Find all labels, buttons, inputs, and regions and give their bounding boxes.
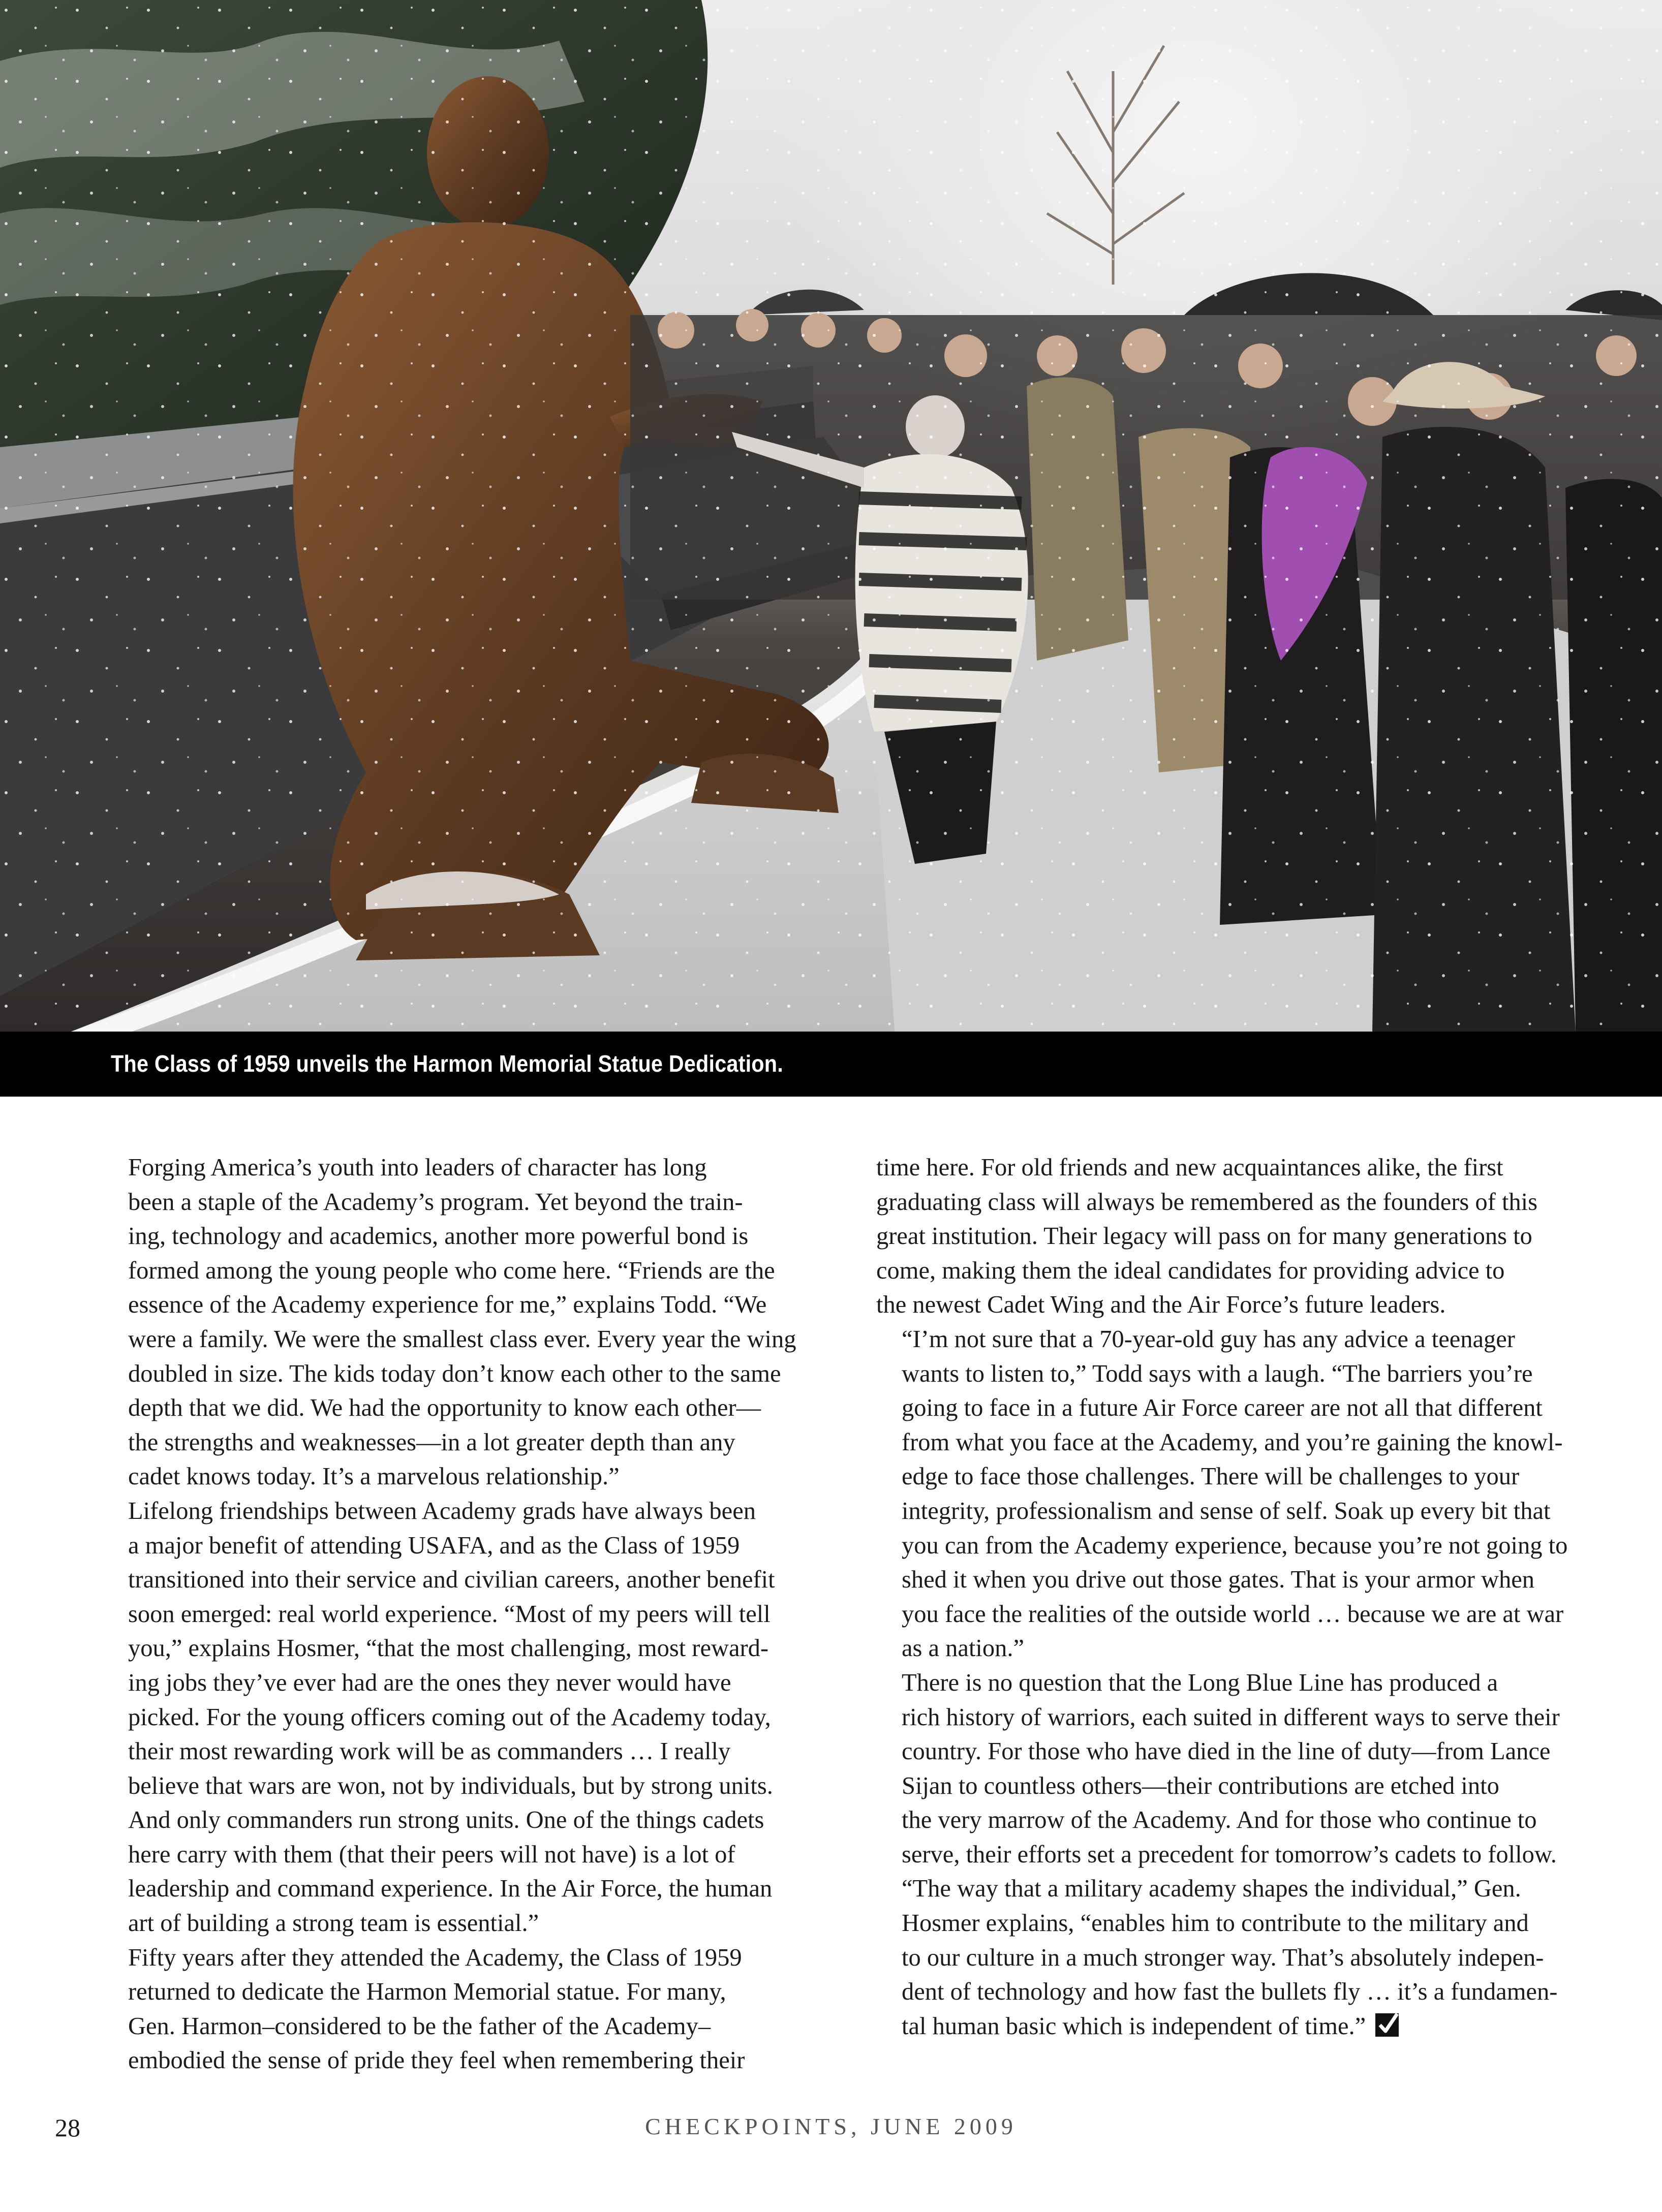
statue-dedication-photo (0, 0, 1662, 1032)
article-paragraph (103, 1150, 823, 1494)
text-line: formed among the young people who come here. “Friends are the (128, 1257, 775, 1284)
text-line: picked. For the young officers coming out of the Academy today, (128, 1703, 771, 1731)
text-line: art of building a strong team is essential.” (128, 1910, 539, 1937)
article-paragraph (876, 1150, 1597, 1322)
article-paragraph (103, 1941, 823, 2078)
text-line: Fifty years after they attended the Academy, the Class of 1959 (128, 1944, 742, 1971)
text-line: ing jobs they’ve ever had are the ones they never would have (128, 1669, 731, 1696)
text-line: you,” explains Hosmer, “that the most challenging, most reward- (128, 1635, 769, 1662)
text-line: going to face in a future Air Force career are not all that different (902, 1394, 1543, 1422)
text-line: great institution. Their legacy will pass on for many generations to (876, 1223, 1532, 1250)
text-line: wants to listen to,” Todd says with a laugh. “The barriers you’re (902, 1360, 1533, 1387)
text-line: essence of the Academy experience for me,” explains Todd. “We (128, 1291, 767, 1319)
text-line: “I’m not sure that a 70-year-old guy has any advice a teenager (902, 1325, 1515, 1353)
text-line: the newest Cadet Wing and the Air Force’s future leaders. (876, 1291, 1446, 1319)
text-line: Hosmer explains, “enables him to contribute to the military and (902, 1910, 1529, 1937)
text-line: There is no question that the Long Blue Line has produced a (902, 1669, 1498, 1696)
text-line: ing, technology and academics, another more powerful bond is (128, 1223, 749, 1250)
article-paragraph (103, 1494, 823, 1941)
text-line: tal human basic which is independent of time.” (876, 2009, 1597, 2044)
text-line: doubled in size. The kids today don’t know each other to the same (128, 1360, 781, 1387)
text-line: dent of technology and how fast the bullets fly … it’s a fundamen- (902, 1978, 1558, 2006)
text-line: country. For those who have died in the line of duty—from Lance (902, 1738, 1551, 1765)
text-line: time here. For old friends and new acquaintances alike, the first (876, 1154, 1503, 1181)
text-line: shed it when you drive out those gates. That is your armor when (902, 1566, 1535, 1594)
text-line: come, making them the ideal candidates for providing advice to (876, 1257, 1505, 1284)
text-line: cadet knows today. It’s a marvelous relationship.” (128, 1463, 620, 1490)
text-line: rich history of warriors, each suited in different ways to serve their (902, 1703, 1560, 1731)
text-line: Lifelong friendships between Academy grads have always been (128, 1497, 756, 1524)
text-line: serve, their efforts set a precedent for tomorrow’s cadets to follow. (902, 1841, 1557, 1868)
text-line: Sijan to countless others—their contributions are etched into (902, 1772, 1499, 1799)
article-paragraph (876, 1666, 1597, 1872)
text-line: were a family. We were the smallest class ever. Every year the wing (128, 1325, 796, 1353)
text-line: believe that wars are won, not by individuals, but by strong units. (128, 1772, 773, 1799)
text-line: been a staple of the Academy’s program. Yet beyond the train- (128, 1188, 743, 1216)
text-line: leadership and command experience. In the Air Force, the human (128, 1875, 773, 1903)
text-line: you face the realities of the outside world … because we are at war (902, 1600, 1564, 1628)
text-line: transitioned into their service and civilian careers, another benefit (128, 1566, 775, 1594)
text-line: as a nation.” (902, 1635, 1025, 1662)
text-line: to our culture in a much stronger way. That’s absolutely indepen- (902, 1944, 1544, 1971)
text-line: returned to dedicate the Harmon Memorial statue. For many, (128, 1978, 726, 2006)
text-line: from what you face at the Academy, and you’re gaining the knowl- (902, 1428, 1563, 1456)
photo-caption: The Class of 1959 unveils the Harmon Memorial Statue Dedication. (111, 1050, 783, 1077)
text-line: And only commanders run strong units. One of the things cadets (128, 1806, 764, 1834)
article-photo (0, 0, 1662, 1032)
text-line: the very marrow of the Academy. And for those who continue to (902, 1806, 1537, 1834)
text-line: here carry with them (that their peers will not have) is a lot of (128, 1841, 735, 1868)
article-column-left (103, 1150, 823, 2078)
text-line: graduating class will always be remembered as the founders of this (876, 1188, 1538, 1216)
text-line: the strengths and weaknesses—in a lot greater depth than any (128, 1428, 735, 1456)
article-paragraph (876, 1872, 1597, 2043)
publication-footer: CHECKPOINTS, JUNE 2009 (645, 2113, 1017, 2139)
text-line: depth that we did. We had the opportunity to know each other— (128, 1394, 761, 1422)
text-line: you can from the Academy experience, because you’re not going to (902, 1532, 1568, 1559)
article-paragraph (876, 1322, 1597, 1666)
text-line: “The way that a military academy shapes the individual,” Gen. (902, 1875, 1521, 1903)
text-line: edge to face those challenges. There will be challenges to your (902, 1463, 1520, 1490)
text-line: embodied the sense of pride they feel when remembering their (128, 2047, 745, 2074)
text-line: Forging America’s youth into leaders of character has long (128, 1154, 707, 1181)
text-line: a major benefit of attending USAFA, and as the Class of 1959 (128, 1532, 740, 1559)
text-line: soon emerged: real world experience. “Most of my peers will tell (128, 1600, 771, 1628)
text-line: integrity, professionalism and sense of self. Soak up every bit that (902, 1497, 1551, 1524)
page-number: 28 (55, 2113, 80, 2142)
text-line: their most rewarding work will be as commanders … I really (128, 1738, 731, 1765)
text-line: Gen. Harmon–considered to be the father of the Academy– (128, 2012, 711, 2040)
checkbox-checkmark-icon (1375, 2012, 1400, 2037)
article-column-right (876, 1150, 1597, 2043)
